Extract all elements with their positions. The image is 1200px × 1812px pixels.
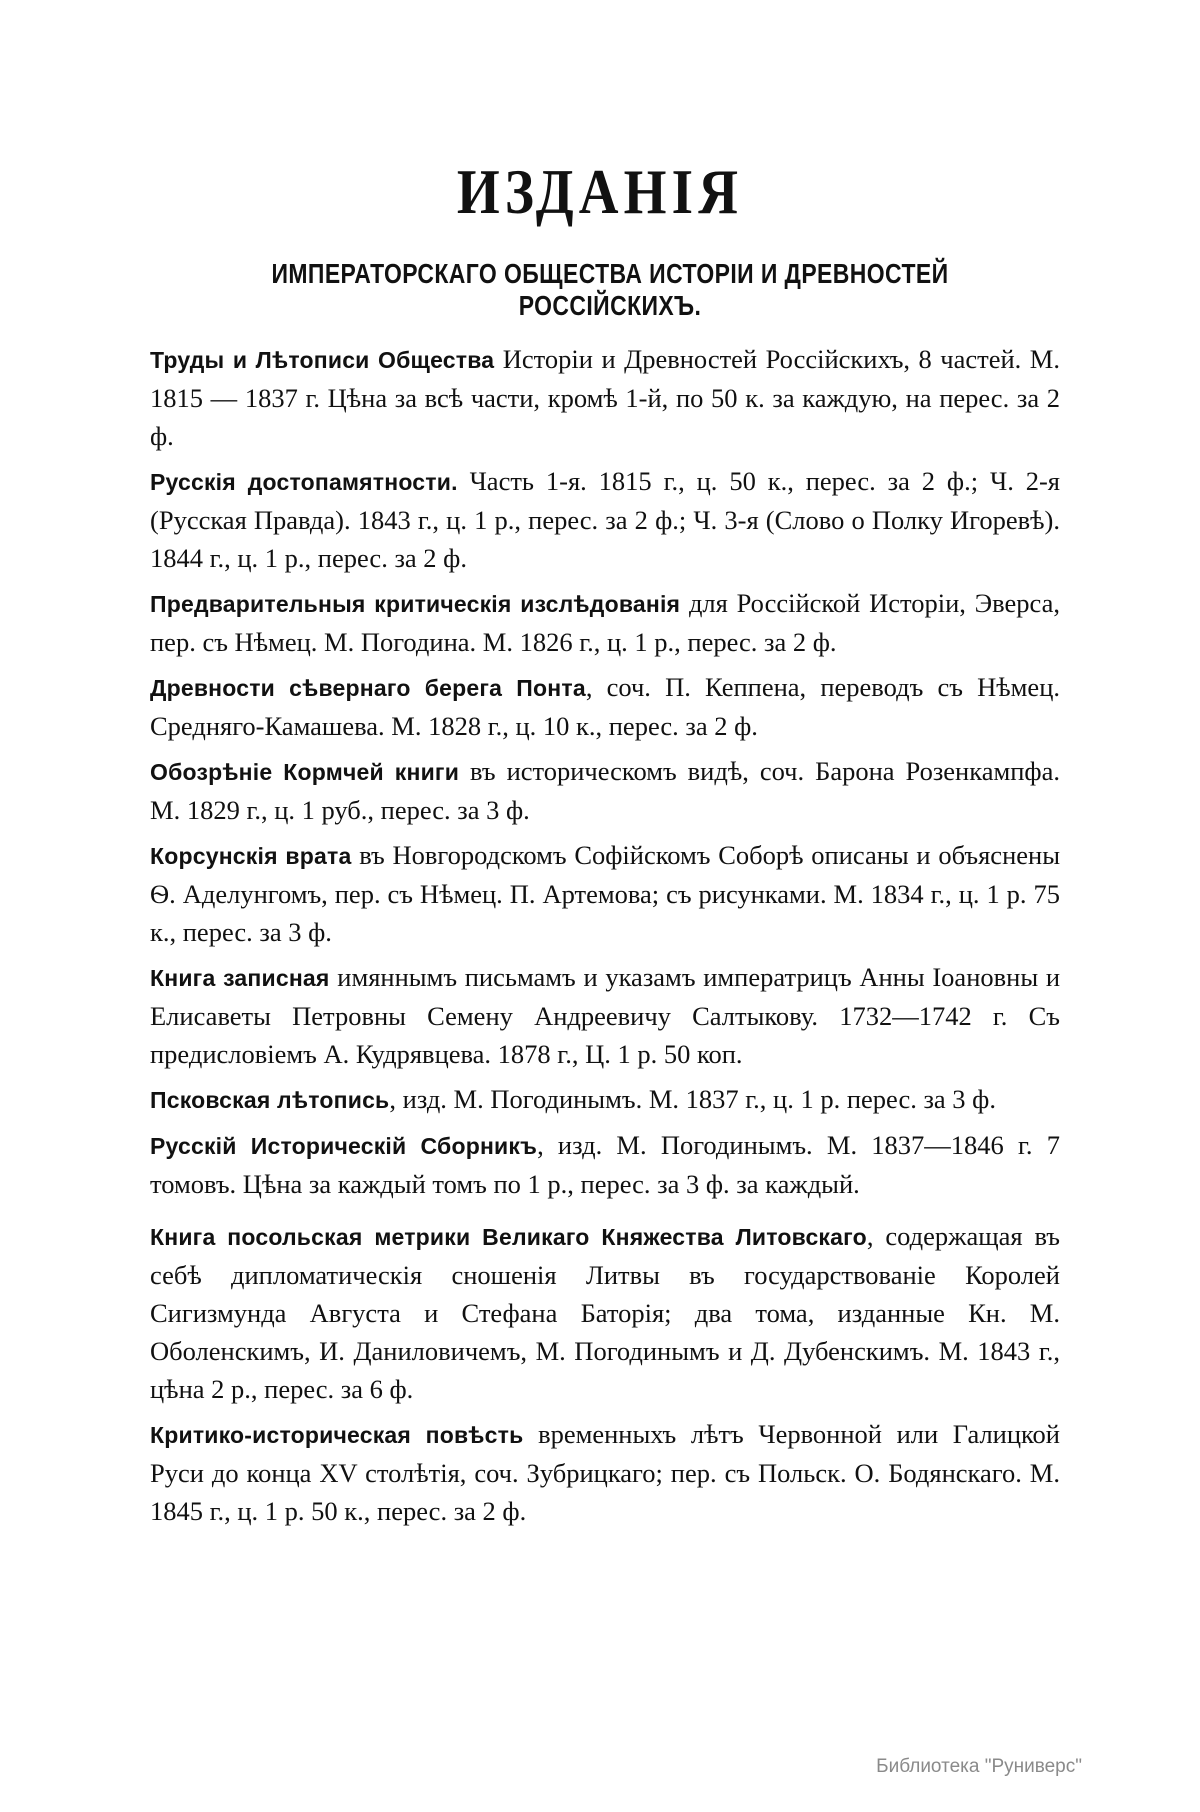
entry-details: , содержащая въ себѣ дипломатическія сношенія Литвы въ государствованіе Королей Сигизмунда Августа и Стефана Баторія; два тома, изданные Кн. М. Оболенскимъ, И. Даниловичемъ, М. Погодинымъ и Д. Дубенскимъ. М. 1843 г., цѣна 2 р., перес. за 6 ф. — [150, 1221, 1061, 1404]
entry-title: Псковская лѣтопись — [150, 1087, 390, 1113]
library-watermark: Библиотека "Руниверс" — [876, 1756, 1082, 1777]
entry-title: Книга записная — [150, 965, 330, 991]
entry-details: имяннымъ письмамъ и указамъ императрицъ Анны Іоановны и Елисаветы Петровны Семену Андреевичу Салтыкову. 1732—1742 г. Съ предисловіемъ А. Кудрявцева. 1878 г., Ц. 1 р. 50 коп. — [150, 962, 1060, 1069]
entry-details: для Россійской Исторіи, Эверса, пер. съ Нѣмец. М. Погодина. М. 1826 г., ц. 1 р., перес. за 2 ф. — [150, 588, 1060, 657]
list-item — [150, 752, 1060, 829]
list-item — [150, 462, 1060, 577]
list-item — [150, 584, 1060, 661]
entry-details: , изд. М. Погодинымъ. М. 1837 г., ц. 1 р. перес. за 3 ф. — [389, 1084, 996, 1114]
entry-details: временныхъ лѣтъ Червонной или Галицкой Руси до конца XV столѣтія, соч. Зубрицкаго; пер. съ Польск. О. Бодянскаго. М. 1845 г., ц. 1 р. 50 к., перес. за 2 ф. — [150, 1419, 1060, 1526]
entry-details: , соч. П. Кеппена, переводъ съ Нѣмец. Средняго-Камашева. М. 1828 г., ц. 10 к., перес. за 2 ф. — [150, 672, 1060, 741]
list-item — [150, 1415, 1060, 1530]
entry-details: Исторіи и Древностей Россійскихъ, 8 частей. М. 1815 — 1837 г. Цѣна за всѣ части, кромѣ 1-й, по 50 к. за каждую, на перес. за 2 ф. — [150, 344, 1060, 451]
entry-title: Древности сѣвернаго берега Понта — [150, 675, 586, 701]
entry-title: Критико-историческая повѣсть — [150, 1422, 524, 1448]
list-item — [150, 836, 1060, 951]
list-item — [150, 1217, 1060, 1408]
entry-details: въ Новгородскомъ Софійскомъ Соборѣ описаны и объяснены Ѳ. Аделунгомъ, пер. съ Нѣмец. П. Артемова; съ рисунками. М. 1834 г., ц. 1 р. 75 к., перес. за 3 ф. — [150, 840, 1060, 947]
entry-details: въ историческомъ видѣ, соч. Барона Розенкампфа. М. 1829 г., ц. 1 руб., перес. за 3 ф. — [150, 756, 1060, 825]
entry-title: Труды и Лѣтописи Общества — [150, 347, 495, 373]
entry-details: , изд. М. Погодинымъ. М. 1837—1846 г. 7 томовъ. Цѣна за каждый томъ по 1 р., перес. за 3 ф. за каждый. — [150, 1130, 1060, 1199]
page-subtitle: ИМПЕРАТОРСКАГО ОБЩЕСТВА ИСТОРІИ И ДРЕВНОСТЕЙ РОССІЙСКИХЪ. — [271, 258, 949, 321]
list-item — [150, 668, 1060, 745]
entry-title: Предварительныя критическія изслѣдованія — [150, 591, 681, 617]
entry-title: Русскій Историческій Сборникъ — [150, 1133, 538, 1159]
list-item — [150, 958, 1060, 1073]
list-item — [150, 1080, 1060, 1119]
entry-title: Русскія достопамятности. — [150, 469, 458, 495]
entry-title: Корсунскія врата — [150, 843, 352, 869]
publication-list — [150, 340, 1060, 1537]
list-item — [150, 1126, 1060, 1203]
list-item — [150, 340, 1060, 455]
entry-title: Книга посольская метрики Великаго Княжества Литовскаго — [150, 1224, 867, 1250]
entry-details: Часть 1-я. 1815 г., ц. 50 к., перес. за 2 ф.; Ч. 2-я (Русская Правда). 1843 г., ц. 1 р., перес. за 2 ф.; Ч. 3-я (Слово о Полку Игоревѣ). 1844 г., ц. 1 р., перес. за 2 ф. — [150, 466, 1060, 573]
entry-title: Обозрѣніе Кормчей книги — [150, 759, 460, 785]
page-title: ИЗДАНІЯ — [456, 156, 744, 227]
